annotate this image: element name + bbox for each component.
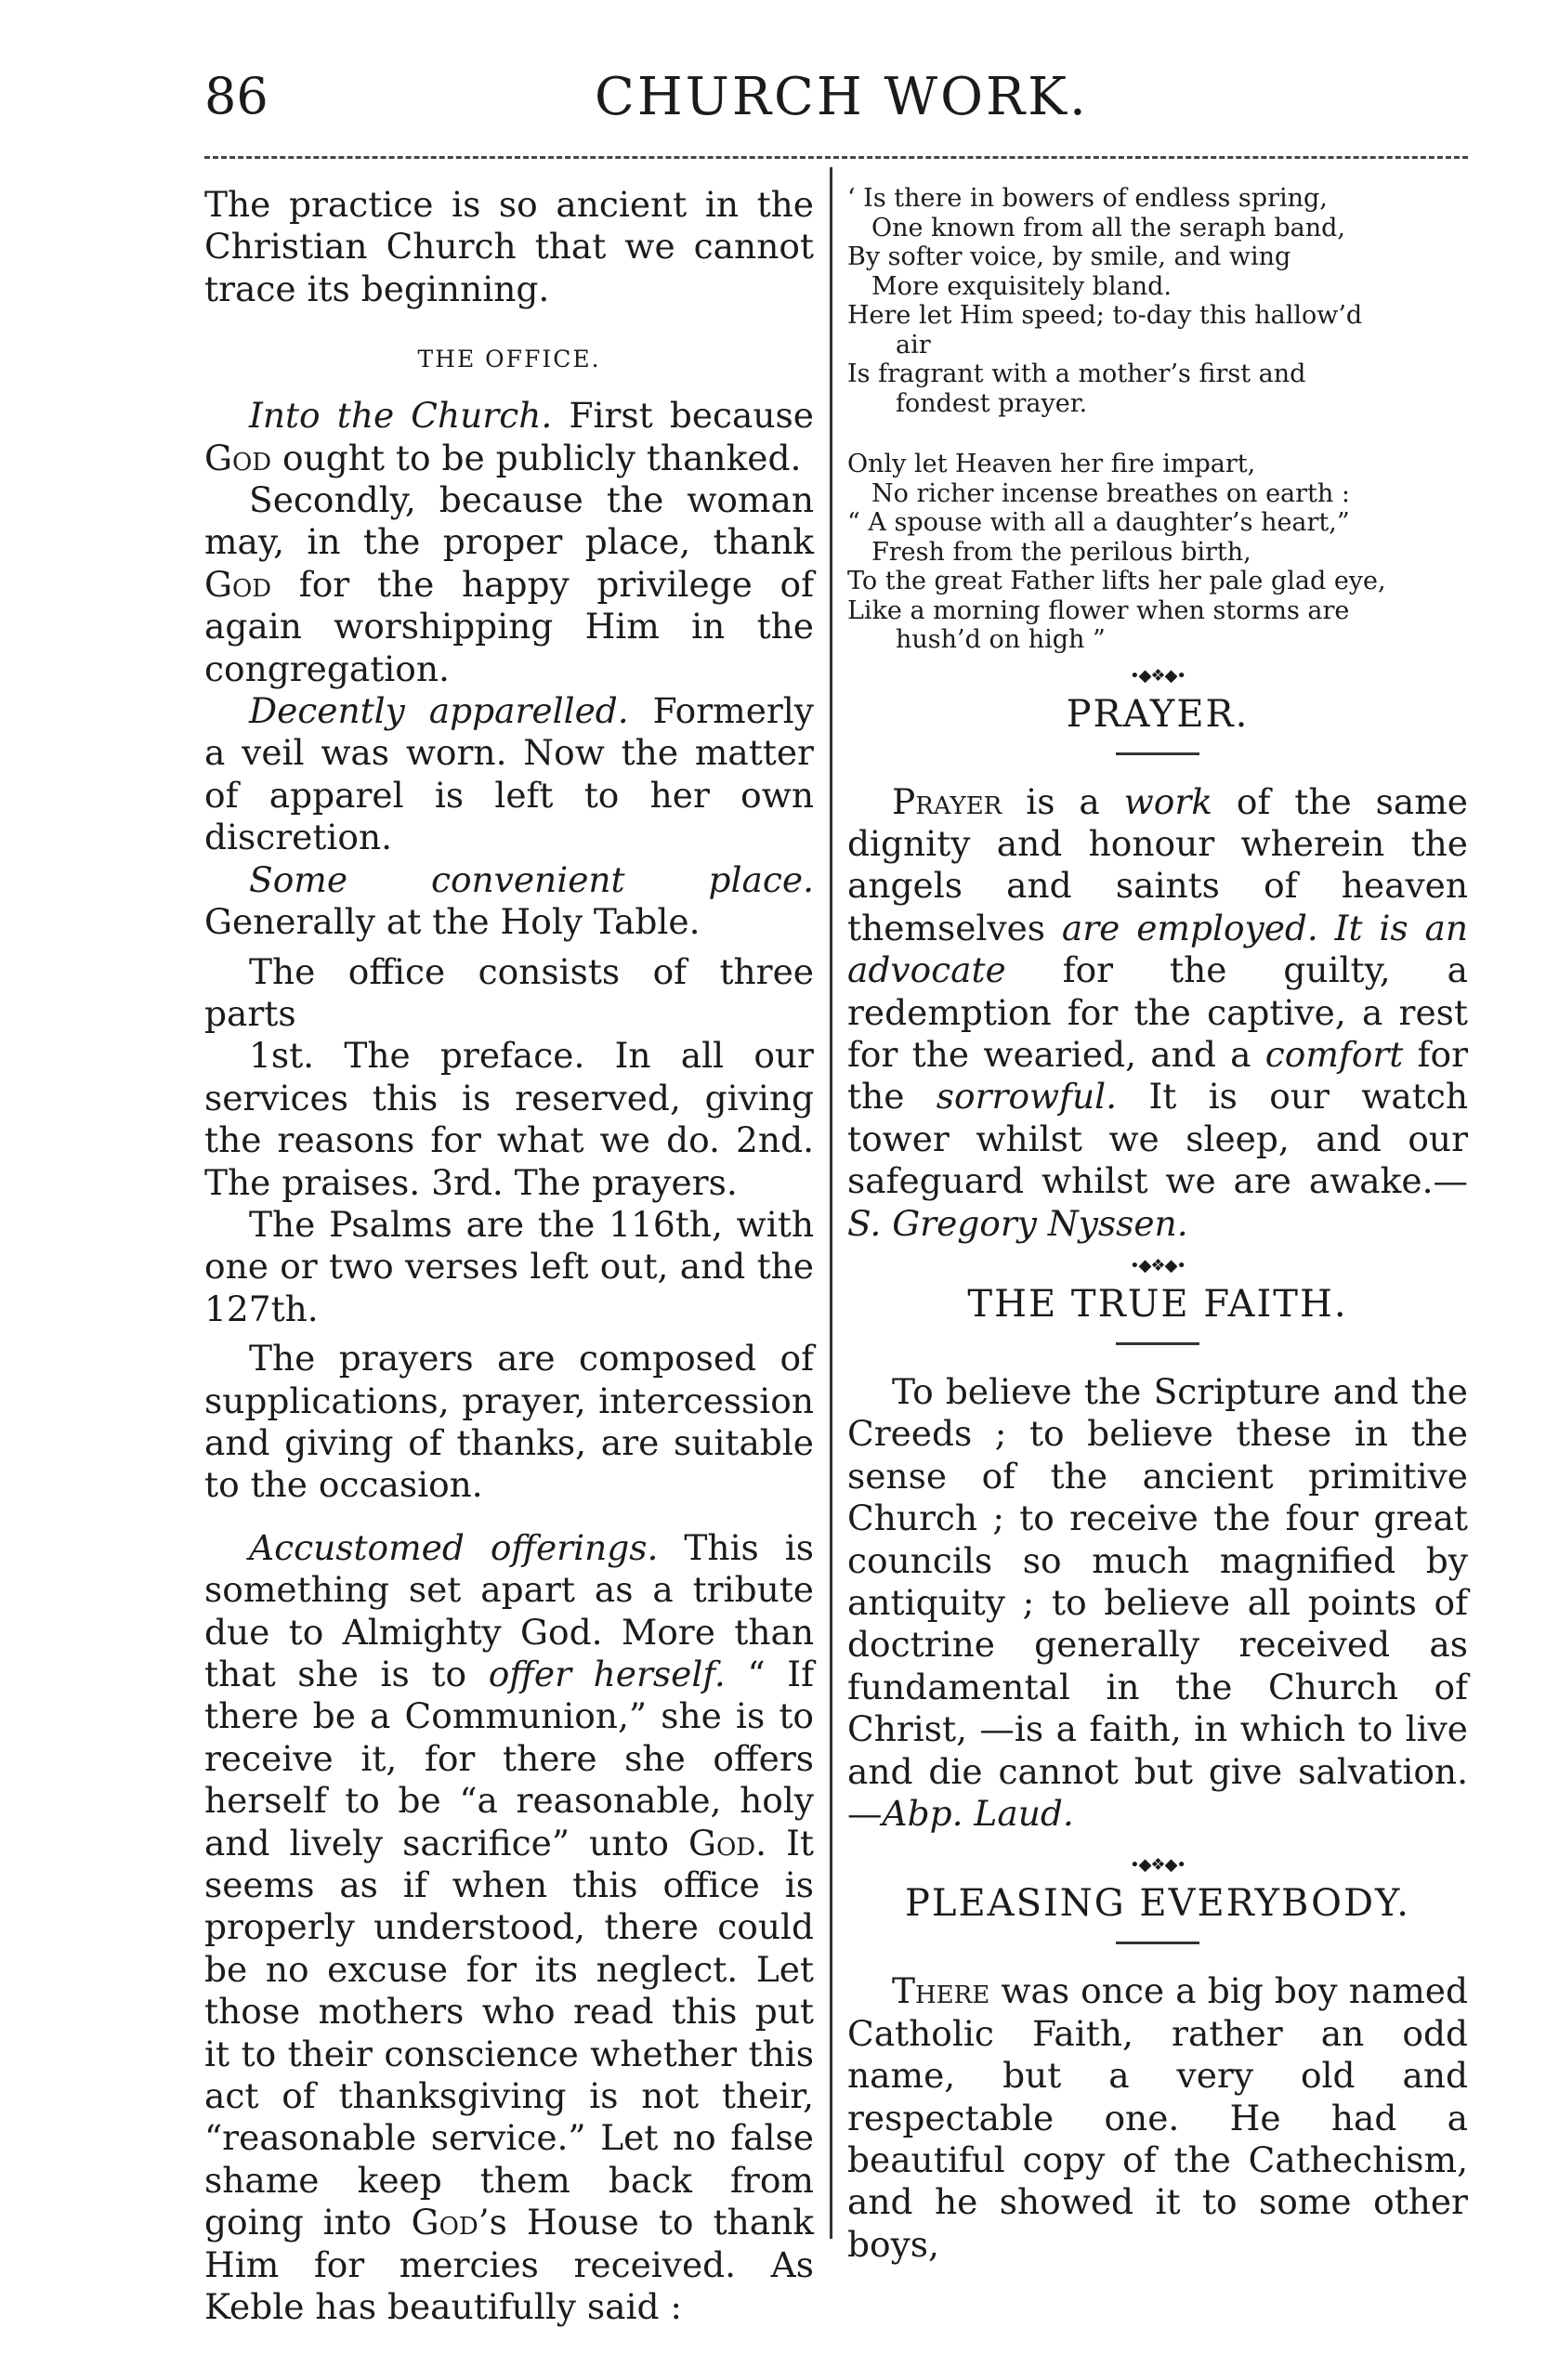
prayer-lead-word: Prayer bbox=[892, 780, 1002, 822]
text-italic: are employed. It is an advocate bbox=[847, 907, 1468, 991]
offerings-phrase: Accustomed offerings. bbox=[249, 1526, 659, 1568]
paragraph-parts-list: 1st. The preface. In all our services this is reserved, giving the reasons for what we do. 2nd. The praises. 3rd. The prayers. bbox=[204, 1035, 814, 1203]
paragraph-apparel bbox=[204, 690, 814, 859]
paragraph-secondly bbox=[204, 479, 814, 690]
text-run: “ If there be a Communion,” she is to receive it, for there she offers herself to be “a reasonable, holy and lively sacrifice” unto bbox=[204, 1654, 814, 1863]
paragraph-into-church bbox=[204, 395, 814, 479]
office-heading: THE OFFICE. bbox=[417, 346, 601, 373]
ornament-glyphs: •◆❖◆• bbox=[1129, 1255, 1186, 1275]
text-run: of the same dignity and honour wherein the angels and saints of heaven themselves bbox=[847, 780, 1468, 948]
text-run: ought to be publicly thanked. bbox=[271, 437, 802, 478]
poem-line: By softer voice, by smile, and wing bbox=[847, 242, 1291, 271]
poem-line: fondest prayer. bbox=[896, 388, 1088, 418]
stanza-gap bbox=[847, 418, 1468, 450]
paragraph-three-parts: The office consists of three parts bbox=[204, 950, 814, 1034]
left-column bbox=[204, 184, 814, 2329]
running-title: CHURCH WORK. bbox=[595, 67, 1089, 127]
text-run: Formerly a veil was worn. Now the matter of apparel is left to her own discretion. bbox=[204, 690, 814, 858]
poem-line: Like a morning flower when storms are bbox=[847, 595, 1350, 625]
poem-line: Here let Him speed; to-day this hallow’d bbox=[847, 301, 1363, 330]
paragraph-prayers: The prayers are composed of supplications, prayer, intercession and giving of thanks, are suitable to the occasion. bbox=[204, 1338, 814, 1506]
poem-line: No richer incense breathes on earth : bbox=[871, 478, 1350, 508]
page-number: 86 bbox=[204, 67, 269, 125]
prayer-heading: PRAYER. bbox=[1066, 692, 1250, 736]
god-word: God bbox=[411, 2202, 478, 2243]
intro-paragraph: The practice is so ancient in the Christian Church that we cannot trace its beginning. bbox=[204, 184, 814, 309]
page-header bbox=[204, 67, 1468, 141]
poem-line: Is fragrant with a mother’s first and bbox=[847, 360, 1306, 388]
text-run: This is something set apart as a tribute due to Almighty God. More than that she is to bbox=[204, 1526, 815, 1694]
god-word: God bbox=[204, 437, 272, 478]
poem-line: Only let Heaven her fire impart, bbox=[847, 450, 1256, 478]
text-run: for the happy privilege of again worshipping Him in the congregation. bbox=[204, 563, 814, 689]
text-run: First because bbox=[552, 395, 814, 437]
true-faith-paragraph bbox=[847, 1371, 1468, 1835]
offer-herself-phrase: offer herself. bbox=[488, 1654, 726, 1694]
text-run: for the bbox=[847, 1033, 1469, 1118]
convenient-place-phrase: Some convenient place. bbox=[249, 858, 814, 900]
text-run: Generally at the Holy Table. bbox=[204, 901, 701, 943]
ornament-divider bbox=[847, 666, 1468, 686]
poem-line: To the great Father lifts her pale glad eye, bbox=[847, 567, 1386, 595]
keble-poem bbox=[847, 184, 1468, 655]
text-run: Secondly, because the woman may, in the proper place, thank bbox=[204, 479, 814, 563]
poem-line: Fresh from the perilous birth, bbox=[871, 537, 1251, 567]
god-word: God bbox=[688, 1822, 756, 1863]
attribution: S. Gregory Nyssen. bbox=[847, 1202, 1188, 1244]
text-run: was once a big boy named Catholic Faith, rather an odd name, but a very old and respectable one. He had a beautiful copy of the Cathechism, and he showed it to some other boys, bbox=[847, 1970, 1468, 2265]
ornament-glyphs: •◆❖◆• bbox=[1129, 665, 1186, 686]
poem-line: ‘ Is there in bowers of endless spring, bbox=[847, 184, 1328, 213]
pleasing-everybody-paragraph bbox=[847, 1970, 1468, 2266]
text-run: for the guilty, a redemption for the captive, a rest for the wearied, and a bbox=[847, 949, 1468, 1075]
apparelled-phrase: Decently apparelled. bbox=[249, 690, 629, 732]
ornament-divider bbox=[847, 1256, 1468, 1275]
heading-rule bbox=[1116, 1342, 1199, 1345]
column-divider bbox=[830, 167, 832, 2239]
true-faith-heading: THE TRUE FAITH. bbox=[967, 1282, 1348, 1326]
header-rule bbox=[204, 156, 1468, 159]
attribution: Abp. Laud. bbox=[882, 1793, 1074, 1835]
prayer-paragraph bbox=[847, 781, 1468, 1245]
poem-line: air bbox=[896, 330, 931, 360]
paragraph-place bbox=[204, 859, 814, 944]
god-word: God bbox=[204, 563, 272, 605]
text-run: To believe the Scripture and the Creeds ; to believe these in the sense of the ancient primitive Church ; to receive the four great councils so much magnified by antiquity ; to believe all points of doctrine generally received as fundamental in the Church of Christ, —is a faith, in which to live and die cannot but give salvation.— bbox=[847, 1370, 1468, 1835]
pleasing-everybody-heading: PLEASING EVERYBODY. bbox=[905, 1882, 1410, 1926]
pleasing-lead-word: There bbox=[892, 1970, 990, 2012]
poem-line: More exquisitely bland. bbox=[871, 271, 1172, 301]
paragraph-psalms: The Psalms are the 116th, with one or two verses left out, and the 127th. bbox=[204, 1203, 814, 1329]
text-italic: sorrowful. bbox=[936, 1076, 1118, 1118]
text-run: ’s House to thank Him for mercies received. As Keble has beautifully said : bbox=[204, 2202, 814, 2328]
heading-rule bbox=[1116, 752, 1199, 755]
text-italic: comfort bbox=[1264, 1033, 1404, 1075]
text-run: is a bbox=[1002, 780, 1124, 822]
ornament-divider bbox=[847, 1855, 1468, 1875]
text-run: . It seems as if when this office is properly understood, there could be no excuse for its neglect. Let those mothers who read this put it to their conscience whether this act of thanksgiving is not their, “reasonable service.” Let no false shame keep them back from going into bbox=[204, 1822, 814, 2243]
poem-line: hush’d on high ” bbox=[896, 625, 1106, 654]
text-run: It is our watch tower whilst we sleep, and our safeguard whilst we are awake.— bbox=[847, 1076, 1468, 1202]
right-column bbox=[847, 184, 1468, 2266]
into-church-phrase: Into the Church. bbox=[249, 395, 553, 437]
text-italic: work bbox=[1123, 780, 1212, 822]
poem-line: “ A spouse with all a daughter’s heart,” bbox=[847, 508, 1350, 537]
ornament-glyphs: •◆❖◆• bbox=[1129, 1855, 1186, 1876]
paragraph-offerings bbox=[204, 1527, 814, 2329]
poem-line: One known from all the seraph band, bbox=[871, 213, 1345, 242]
heading-rule bbox=[1116, 1942, 1199, 1944]
